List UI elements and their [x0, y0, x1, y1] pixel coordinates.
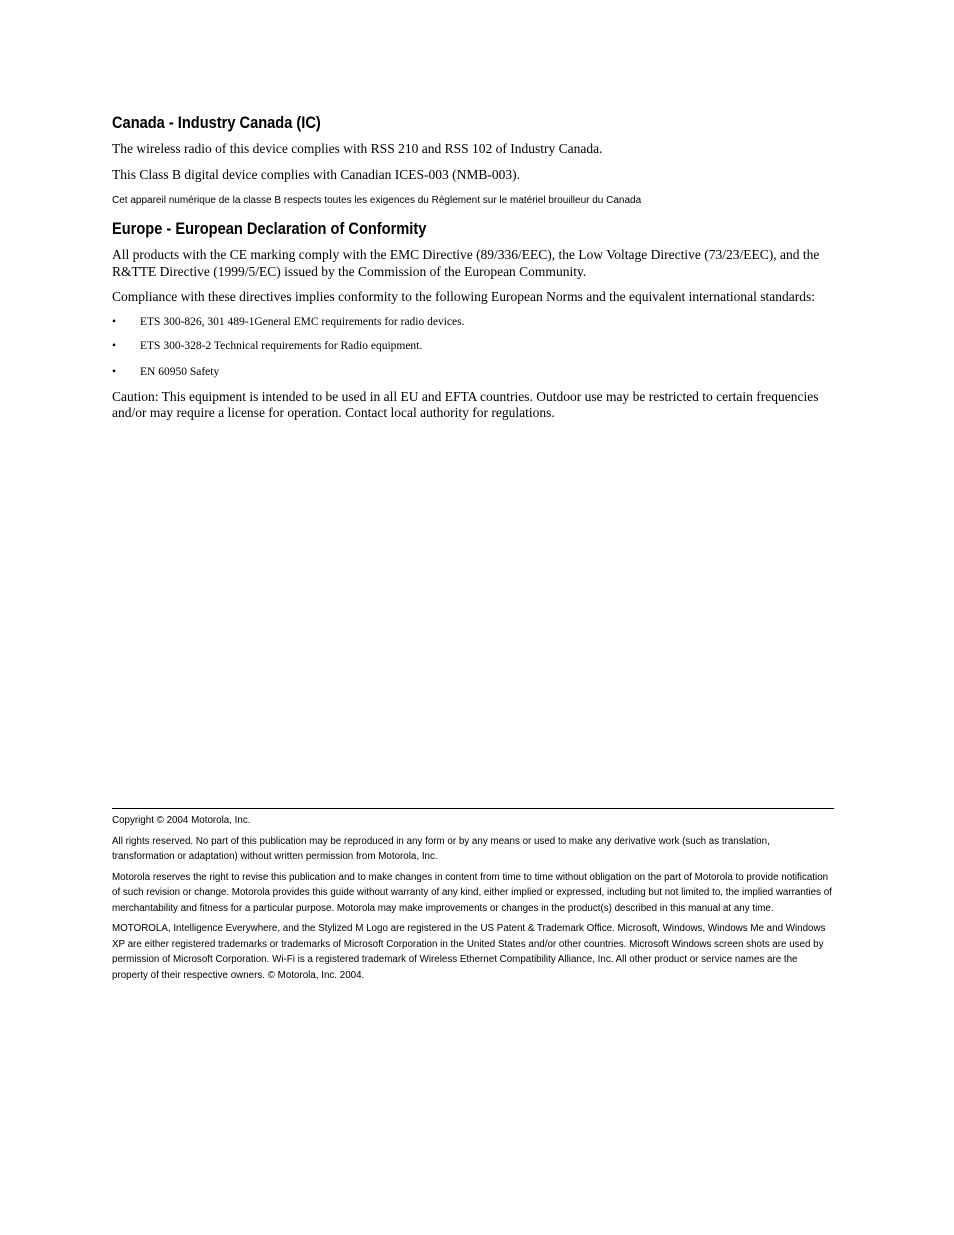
bullet-icon: • — [112, 365, 117, 378]
canada-paragraph-1: The wireless radio of this device complies with RSS 210 and RSS 102 of Industry Canada. — [112, 141, 603, 156]
trademarks-text: MOTOROLA, Intelligence Everywhere, and the Stylized M Logo are registered in the US Patent & Trademark Office. Microsoft, Windows, Windows Me and Windows XP are either registered trademarks or trademarks of Microsoft Corporation in the United States and/or other countries. Microsoft Windows screen shots are used by permission of Microsoft Corporation. Wi-Fi is a registered trademark of Wireless Ethernet Compatibility Alliance, Inc. All other product or service names are the property of their respective owners. © Motorola, Inc. 2004. — [112, 923, 826, 981]
europe-paragraph-1: All products with the CE marking comply with the EMC Directive (89/336/EEC), the Low Voltage Directive (73/23/EEC), and the R&TTE Directive (1999/5/EC) issued by the Commission of the European Community. — [112, 247, 820, 279]
standards-list — [112, 315, 834, 379]
list-item — [112, 365, 834, 379]
europe-paragraph-2: Compliance with these directives implies conformity to the following European Norms and the equivalent international standards: — [112, 289, 815, 304]
bullet-icon: • — [112, 339, 117, 352]
legal-footer — [112, 808, 834, 983]
canada-paragraph-french: Cet appareil numérique de la classe B respects toutes les exigences du Règlement sur le matériel brouilleur du Canada — [112, 195, 642, 206]
canada-heading: Canada - Industry Canada (IC) — [112, 113, 321, 132]
rights-text: All rights reserved. No part of this publication may be reproduced in any form or by any means or used to make any derivative work (such as translation, transformation or adaptation) without written permission from Motorola, Inc. — [112, 835, 770, 862]
list-item — [112, 315, 834, 329]
revision-text: Motorola reserves the right to revise this publication and to make changes in content from time to time without obligation on the part of Motorola to provide notification of such revision or change. Motorola provides this guide without warranty of any kind, either implied or expressed, including but not limited to, the implied warranties of merchantability and fitness for a particular purpose. Motorola may make improvements or changes in the product(s) described in this manual at any time. — [112, 871, 832, 914]
list-item-text: ETS 300-328-2 Technical requirements for Radio equipment. — [140, 339, 423, 352]
bullet-icon: • — [112, 315, 117, 328]
canada-paragraph-2: This Class B digital device complies with Canadian ICES-003 (NMB-003). — [112, 166, 520, 182]
caution-paragraph: Caution: This equipment is intended to be used in all EU and EFTA countries. Outdoor use may be restricted to certain frequencies and/or may require a license for operation. Contact local authority for regulations. — [112, 388, 819, 420]
list-item-text: ETS 300-826, 301 489-1General EMC requirements for radio devices. — [140, 315, 465, 328]
list-item-text: EN 60950 Safety — [140, 365, 220, 378]
copyright-text: Copyright © 2004 Motorola, Inc. — [112, 815, 251, 826]
document-body — [112, 112, 834, 422]
europe-heading: Europe - European Declaration of Conformity — [112, 219, 427, 238]
list-item — [112, 339, 834, 353]
